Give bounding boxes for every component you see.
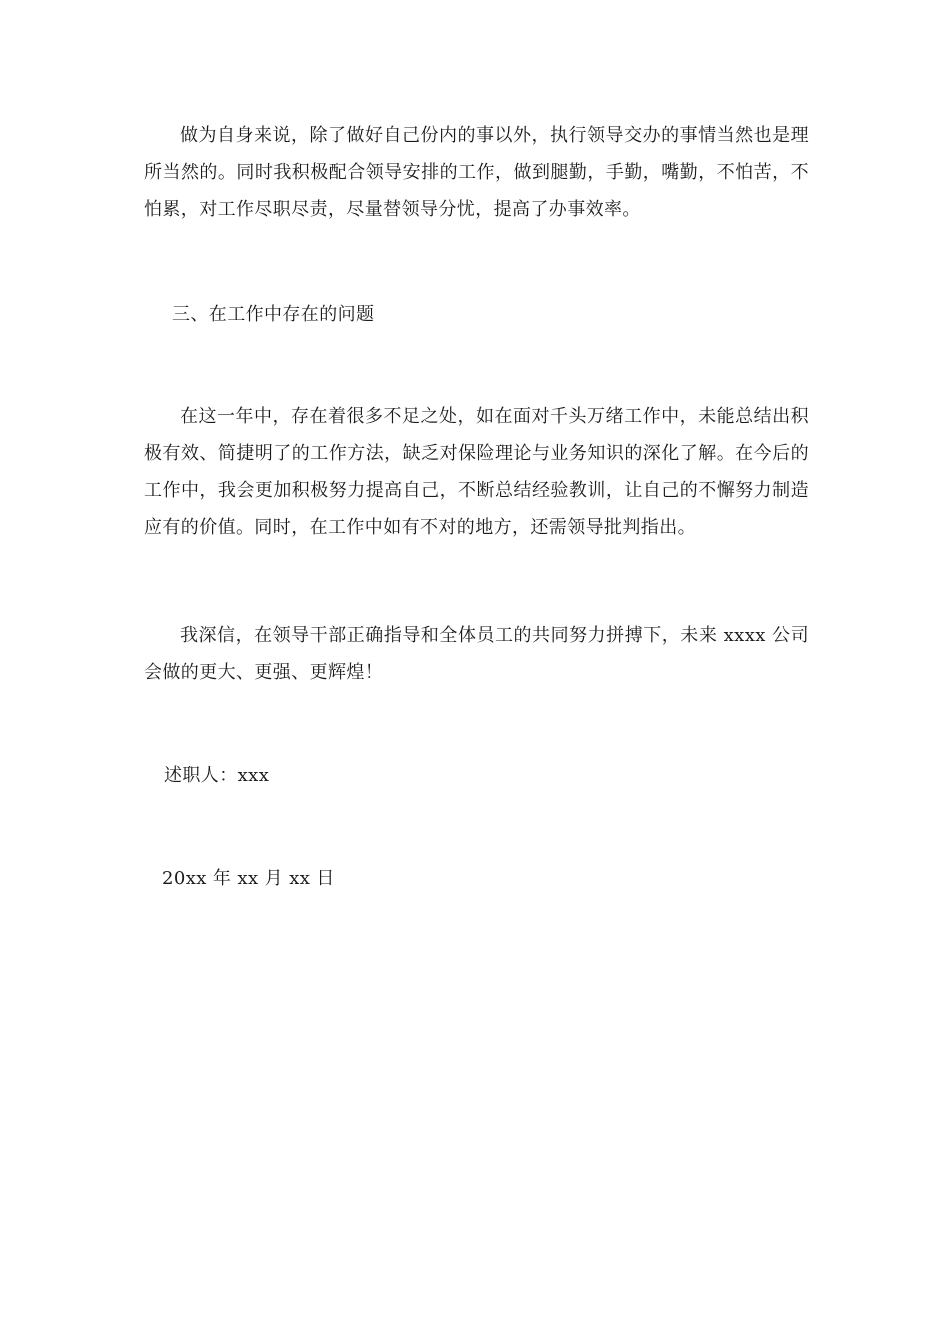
section-heading: 三、在工作中存在的问题 [172,304,375,325]
body-paragraph: 做为自身来说，除了做好自己份内的事以外，执行领导交办的事情当然也是理所当然的。同时我积极配合领导安排的工作，做到腿勤，手勤，嘴勤，不怕苦，不怕累，对工作尽职尽责，尽量替领导分忧，提高了办事效率。 [144,125,809,220]
body-paragraph: 在这一年中，存在着很多不足之处，如在面对千头万绪工作中，未能总结出积极有效、简捷明了的工作方法，缺乏对保险理论与业务知识的深化了解。在今后的工作中，我会更加积极努力提高自己，不断总结经验教训，让自己的不懈努力制造应有的价值。同时，在工作中如有不对的地方，还需领导批判指出。 [144,406,809,538]
signature-line: 述职人：xxx [164,765,270,786]
date-line: 20xx 年 xx 月 xx 日 [162,868,335,889]
body-paragraph: 我深信，在领导干部正确指导和全体员工的共同努力拼搏下，未来 xxxx 公司会做的更大、更强、更辉煌！ [144,625,809,683]
